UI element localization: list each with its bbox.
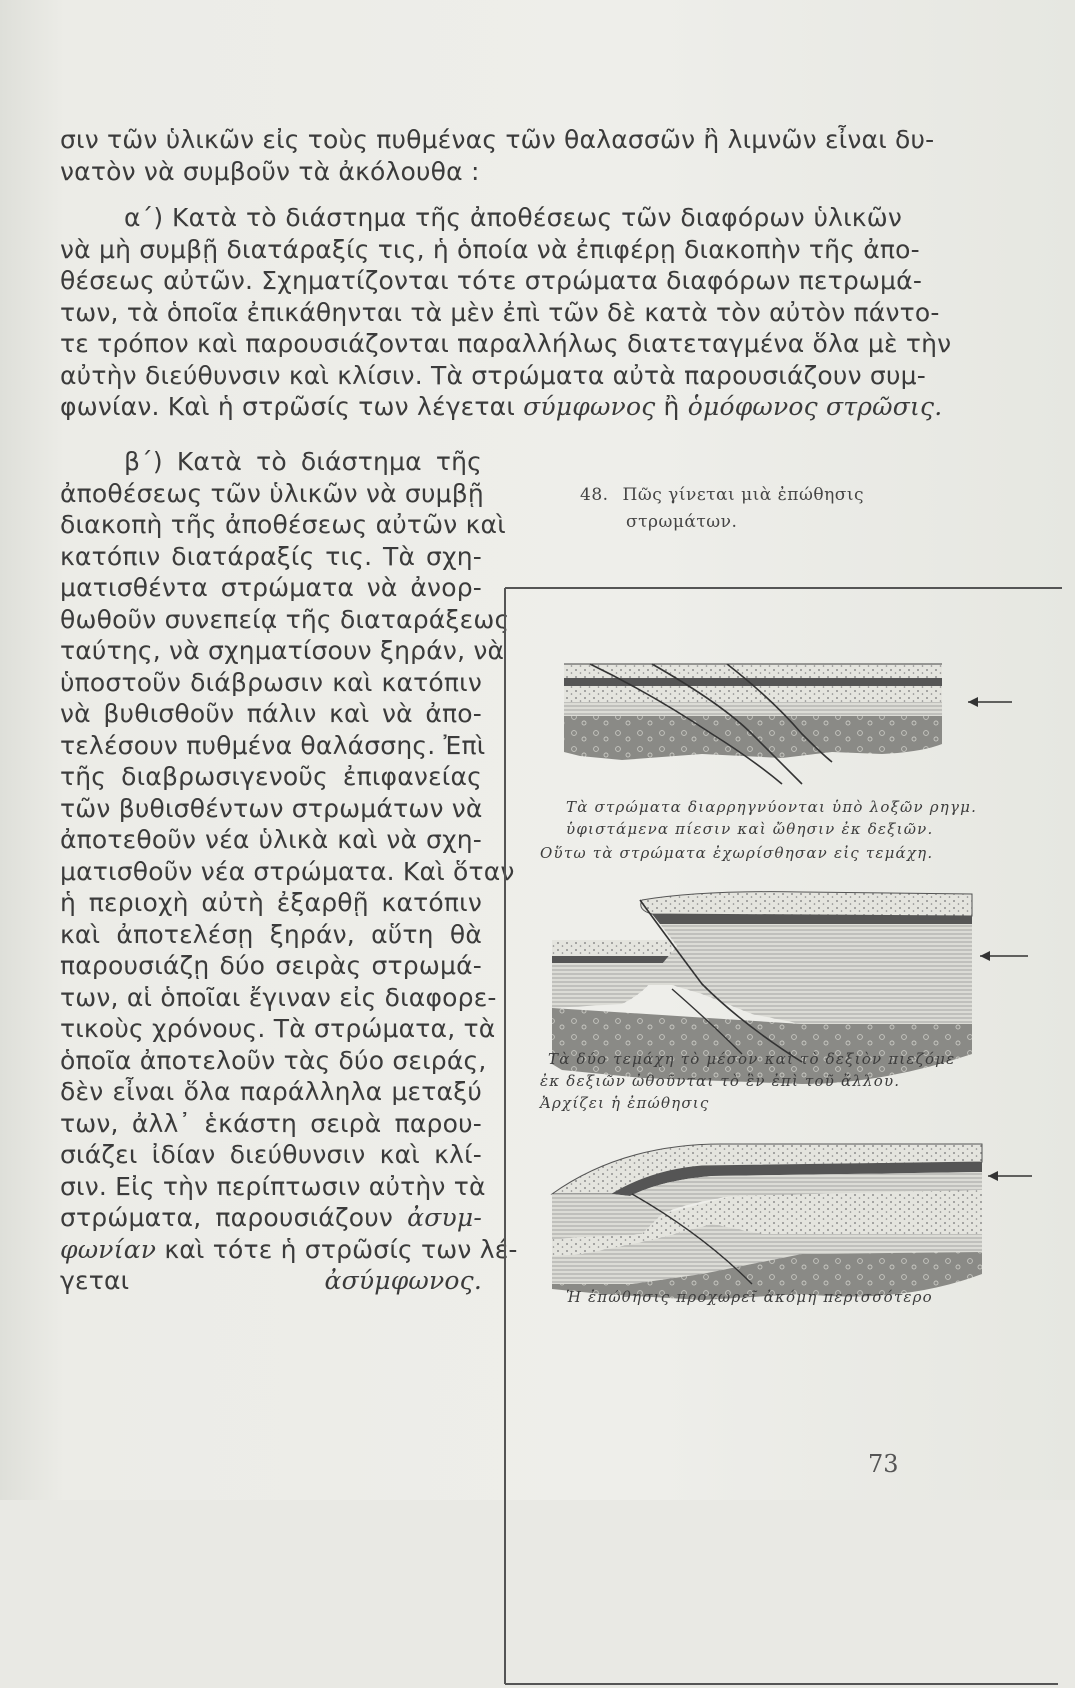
text-line: νὰ βυθισθοῦν πάλιν καὶ νὰ ἀπο-: [60, 699, 482, 728]
text-line: τικοὺς χρόνους. Τὰ στρώματα, τὰ: [60, 1014, 496, 1043]
text-line: σιάζει ἰδίαν διεύθυνσιν καὶ κλί-: [60, 1140, 482, 1169]
term-asymphonos: ἀσύμφωνος.: [324, 1266, 482, 1295]
text-line: ταύτης, νὰ σχηματίσουν ξηράν, νὰ: [60, 636, 505, 665]
text-line: τῆς διαβρωσιγενοῦς ἐπιφανείας: [60, 762, 482, 791]
text-fragment: φωνίαν. Καὶ ἡ στρῶσίς των λέγεται: [60, 392, 524, 421]
text-line: α΄) Κατὰ τὸ διάστημα τῆς ἀποθέσεως τῶν διαφόρων ὑλικῶν: [124, 203, 902, 232]
panel-3-strata: [552, 1144, 1032, 1300]
text-line: τελέσουν πυθμένα θαλάσσης. Ἐπὶ: [60, 730, 486, 760]
paragraph-b: [60, 446, 518, 1297]
term-symphonos: σύμφωνος: [523, 392, 656, 421]
term-asymphonia-cont: φωνίαν: [60, 1234, 157, 1264]
text-line: ἀποτεθοῦν νέα ὑλικὰ καὶ νὰ σχη-: [60, 825, 482, 854]
text-line: δὲν εἶναι ὅλα παράλληλα μεταξύ: [60, 1077, 482, 1106]
figure-number: 48.: [580, 485, 609, 505]
figure-note-1-line: Τὰ στρώματα διαρρηγνύονται ὑπὸ λοξῶν ρηγμ.: [566, 798, 978, 816]
panel-1-strata: [564, 664, 1012, 784]
figure-note-2-line: Ἀρχίζει ἡ ἐπώθησις: [540, 1094, 710, 1112]
term-homophonos: ὁμόφωνος στρῶσις.: [687, 392, 943, 421]
figure-note-2-line: ἐκ δεξιῶν ὠθοῦνται τὸ ἓν ἐπὶ τοῦ ἄλλου.: [540, 1072, 901, 1090]
text-line: θέσεως αὐτῶν. Σχηματίζονται τότε στρώματα διαφόρων πετρωμά-: [60, 266, 923, 295]
text-line: β΄) Κατὰ τὸ διάστημα τῆς: [124, 447, 482, 476]
text-line: [60, 1234, 518, 1266]
text-fragment: ἢ: [655, 392, 688, 421]
text-line: θωθοῦν συνεπείᾳ τῆς διαταράξεως: [60, 604, 510, 634]
paragraph-intro: [60, 124, 935, 187]
text-line: [60, 1265, 482, 1297]
text-fragment: στρώματα, παρουσιάζουν: [60, 1203, 408, 1232]
text-line: παρουσιάζῃ δύο σειρὰς στρωμά-: [60, 951, 482, 980]
text-line: των, ἀλλ᾽ ἑκάστη σειρὰ παρου-: [60, 1108, 482, 1138]
page-number: 73: [868, 1450, 899, 1478]
text-line: ἀποθέσεως τῶν ὑλικῶν νὰ συμβῇ: [60, 478, 484, 508]
figure-caption: [580, 482, 910, 536]
paragraph-a: [60, 202, 952, 423]
text-line: τε τρόπον καὶ παρουσιάζονται παραλλήλως διατεταγμένα ὅλα μὲ τὴν: [60, 329, 952, 358]
text-line: των, αἱ ὁποῖαι ἔγιναν εἰς διαφορε-: [60, 982, 497, 1012]
text-line: νὰ μὴ συμβῇ διατάραξίς τις, ἡ ὁποία νὰ ἐπιφέρῃ διακοπὴν τῆς ἀπο-: [60, 234, 920, 264]
text-line: ματισθοῦν νέα στρώματα. Καὶ ὅταν: [60, 856, 515, 886]
figure-note-3: Ἡ ἐπώθησις προχωρεῖ ἀκόμη περισσότερο: [566, 1288, 933, 1306]
thrust-fault-figure: [502, 584, 1062, 1688]
text-fragment: καὶ τότε ἡ στρῶσίς των λέ-: [156, 1234, 518, 1264]
text-line: ὑποστοῦν διάβρωσιν καὶ κατόπιν: [60, 667, 482, 697]
text-line: καὶ ἀποτελέσῃ ξηράν, αὕτη θὰ: [60, 919, 482, 949]
text-line: ἡ περιοχὴ αὐτὴ ἐξαρθῇ κατόπιν: [60, 888, 482, 917]
figure-note-1-line: ὑφιστάμενα πίεσιν καὶ ὤθησιν ἐκ δεξιῶν.: [566, 820, 934, 838]
text-line: διακοπὴ τῆς ἀποθέσεως αὐτῶν καὶ: [60, 510, 506, 539]
caption-line: Πῶς γίνεται μιὰ ἐπώθησις: [622, 485, 865, 505]
text-line: κατόπιν διατάραξίς τις. Τὰ σχη-: [60, 541, 482, 571]
text-line: ὁποῖα ἀποτελοῦν τὰς δύο σειράς,: [60, 1045, 487, 1075]
text-line: τῶν βυθισθέντων στρωμάτων νὰ: [60, 793, 483, 823]
text-line: [60, 1202, 482, 1234]
text-line: των, τὰ ὁποῖα ἐπικάθηνται τὰ μὲν ἐπὶ τῶν δὲ κατὰ τὸν αὐτὸν πάντο-: [60, 297, 940, 327]
caption-line: στρωμάτων.: [626, 512, 738, 532]
text-line: αὐτὴν διεύθυνσιν καὶ κλίσιν. Τὰ στρώματα αὐτὰ παρουσιάζουν συμ-: [60, 360, 926, 390]
text-line: ματισθέντα στρώματα νὰ ἀνορ-: [60, 573, 482, 602]
figure-note-1-line: Οὕτω τὰ στρώματα ἐχωρίσθησαν εἰς τεμάχη.: [540, 844, 934, 862]
text-line: νατὸν νὰ συμβοῦν τὰ ἀκόλουθα :: [60, 156, 480, 186]
figure-note-2-line: Τὰ δύο τεμάχη τὸ μέσον καὶ τὸ δεξιὸν πιεζόμε: [548, 1050, 956, 1068]
text-line: σιν τῶν ὑλικῶν εἰς τοὺς πυθμένας τῶν θαλασσῶν ἢ λιμνῶν εἶναι δυ-: [60, 125, 935, 154]
text-line: σιν. Εἰς τὴν περίπτωσιν αὐτὴν τὰ: [60, 1171, 486, 1201]
term-asymphonia: ἀσυμ-: [407, 1203, 482, 1232]
text-line: [60, 391, 943, 423]
text-fragment: γεται: [60, 1266, 325, 1295]
